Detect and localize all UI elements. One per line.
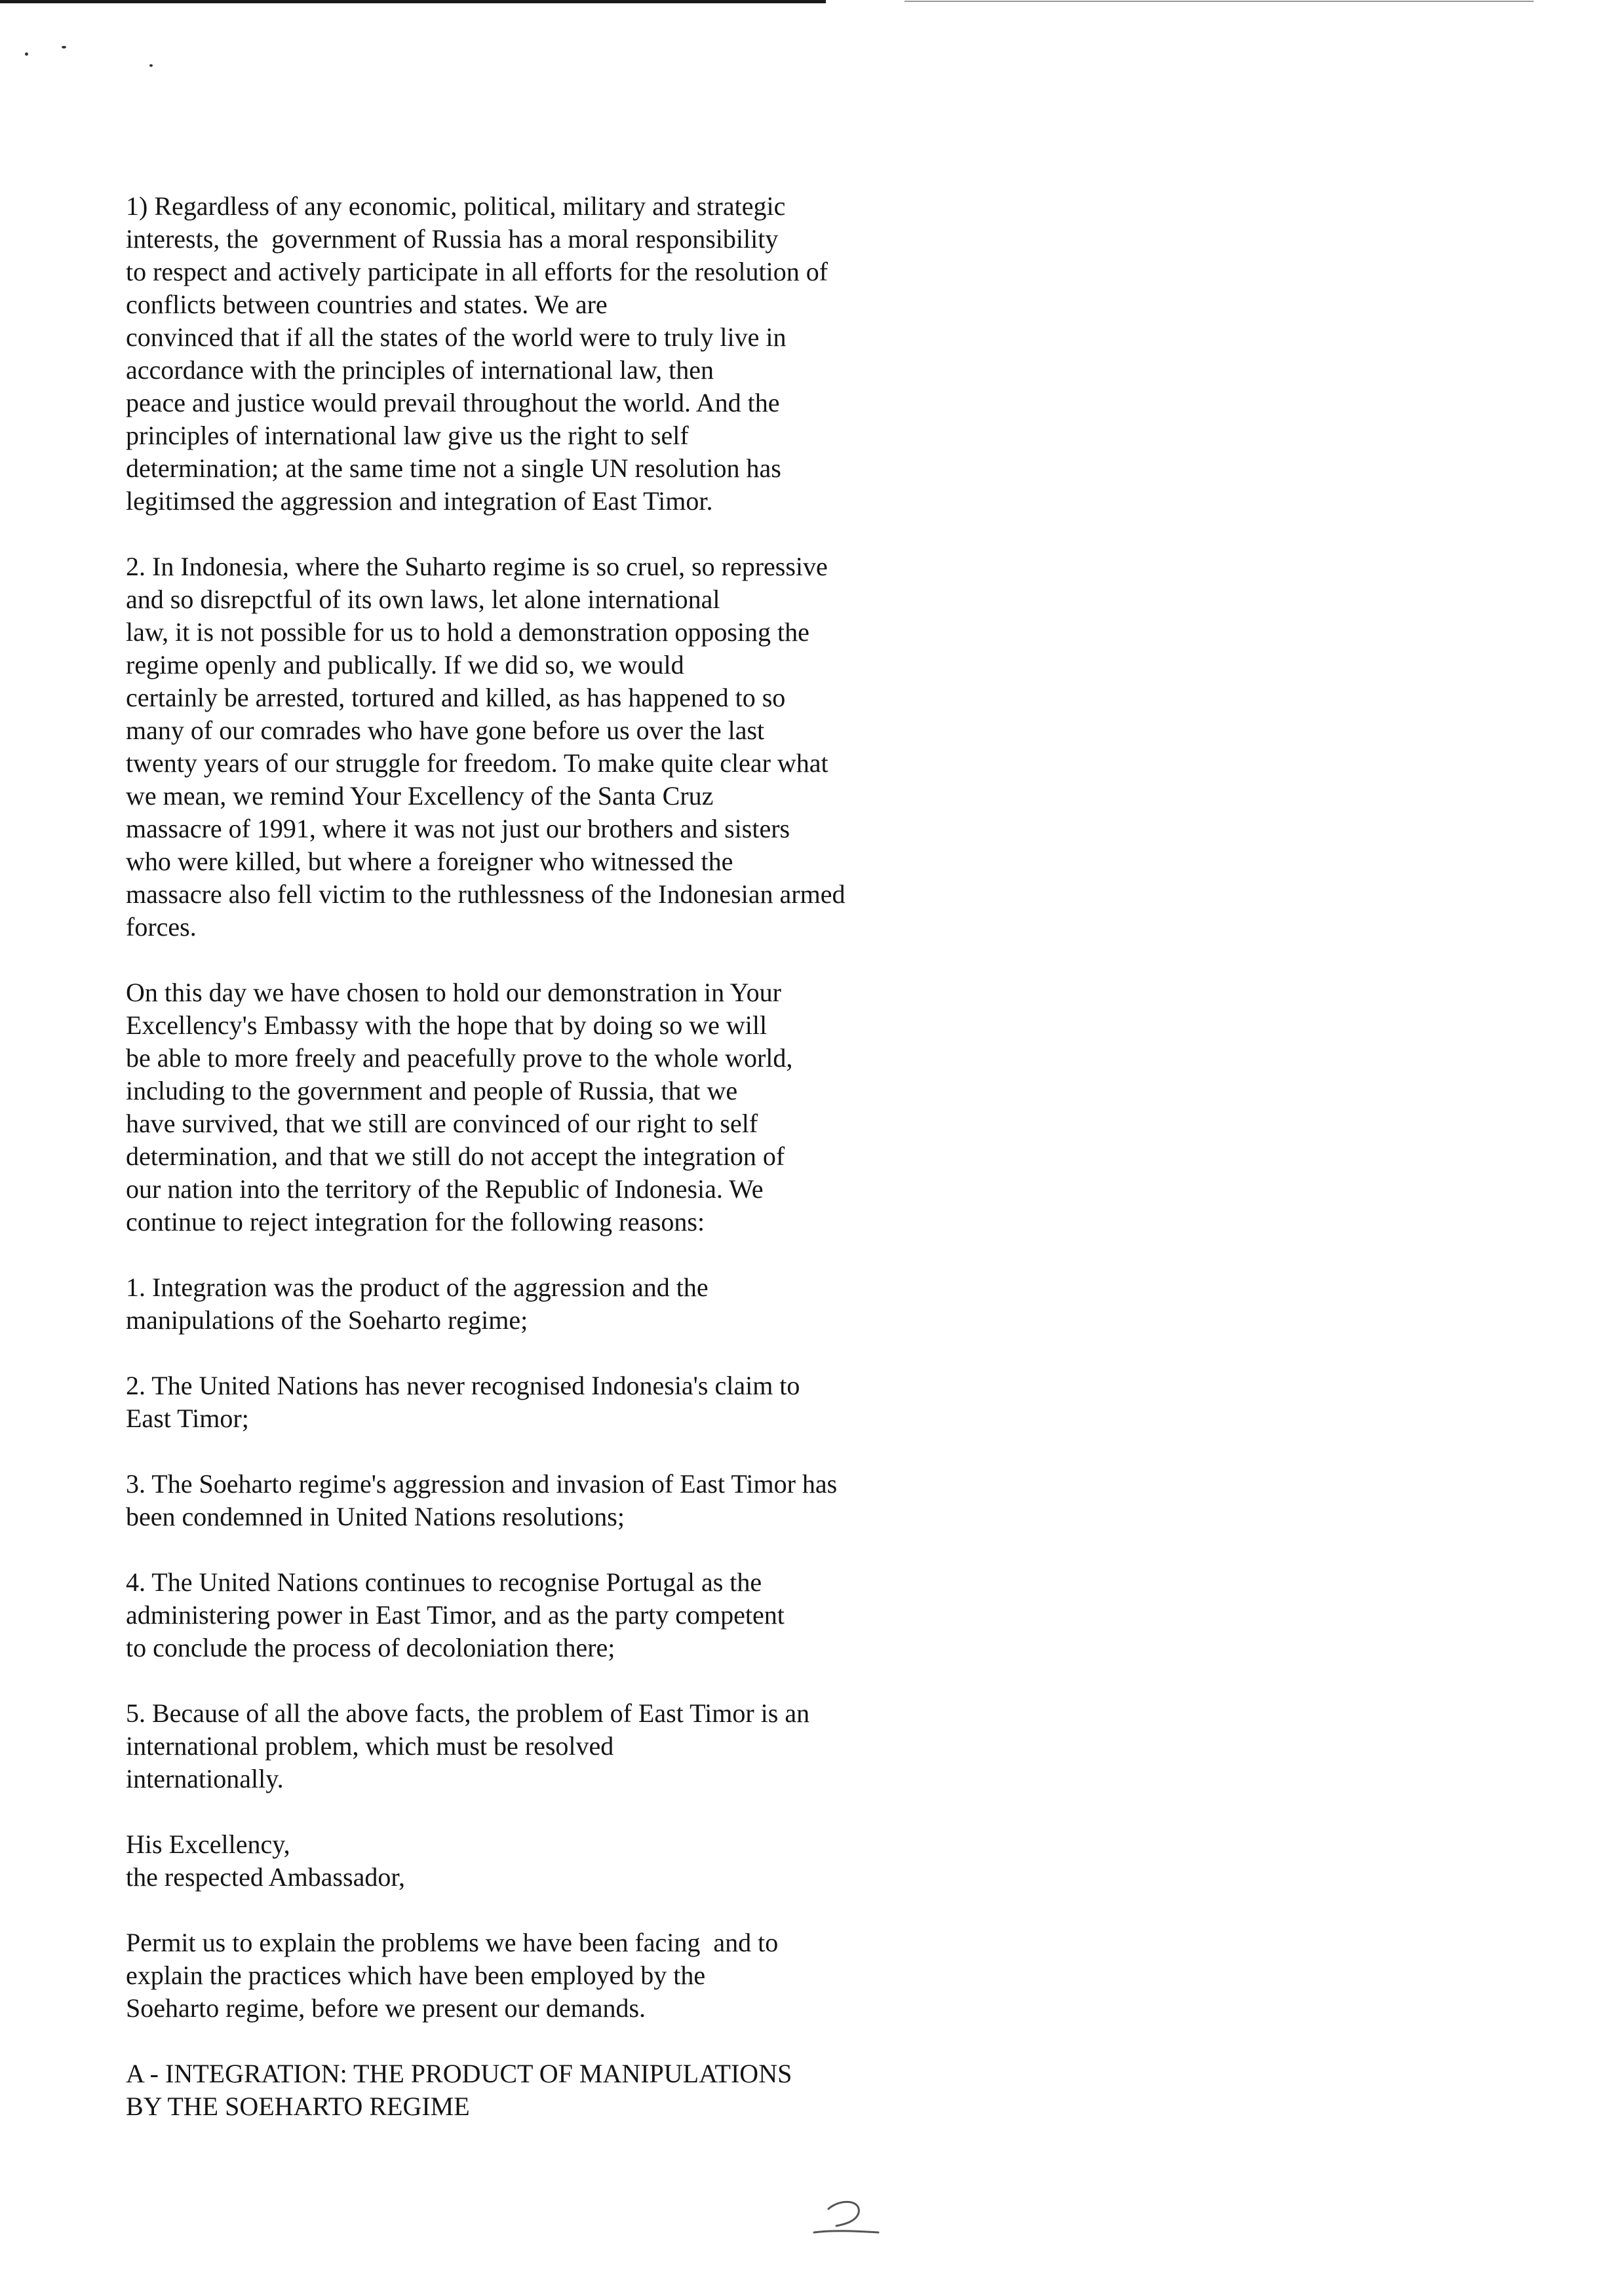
text-line: legitimsed the aggression and integration of East Timor.	[126, 486, 713, 516]
text-line: to conclude the process of decoloniation there;	[126, 1633, 615, 1662]
paragraph-reason-1	[126, 1271, 939, 1337]
scan-speck	[62, 46, 66, 48]
salutation	[126, 1828, 939, 1894]
paragraph-point-2	[126, 550, 939, 944]
text-line: the respected Ambassador,	[126, 1862, 406, 1892]
text-line: 4. The United Nations continues to recognise Portugal as the	[126, 1567, 762, 1597]
text-line: twenty years of our struggle for freedom. To make quite clear what	[126, 748, 828, 778]
handwritten-page-number-mark	[806, 2192, 891, 2244]
text-line: Excellency's Embassy with the hope that by doing so we will	[126, 1010, 768, 1040]
text-line: internationally.	[126, 1764, 284, 1793]
text-line: forces.	[126, 912, 197, 942]
paragraph-demonstration	[126, 976, 939, 1238]
text-line: 5. Because of all the above facts, the problem of East Timor is an	[126, 1698, 810, 1728]
paragraph-reason-3	[126, 1468, 939, 1533]
text-line: been condemned in United Nations resolutions;	[126, 1502, 625, 1531]
text-line: to respect and actively participate in all efforts for the resolution of	[126, 257, 828, 286]
text-line: determination, and that we still do not accept the integration of	[126, 1141, 785, 1171]
text-line: conflicts between countries and states. We are	[126, 290, 608, 319]
section-heading-a	[126, 2057, 939, 2123]
text-line: international problem, which must be resolved	[126, 1731, 614, 1761]
text-line: our nation into the territory of the Republic of Indonesia. We	[126, 1174, 764, 1204]
text-line: explain the practices which have been employed by the	[126, 1961, 706, 1990]
text-line: 2. The United Nations has never recognised Indonesia's claim to	[126, 1371, 800, 1400]
scan-top-edge-line	[0, 0, 826, 3]
paragraph-reason-5	[126, 1697, 939, 1795]
scan-top-edge-line-faint	[905, 1, 1534, 2]
text-line: have survived, that we still are convinced of our right to self	[126, 1109, 758, 1138]
paragraph-reason-4	[126, 1566, 939, 1664]
text-line: massacre of 1991, where it was not just our brothers and sisters	[126, 814, 790, 843]
text-line: East Timor;	[126, 1404, 249, 1433]
paragraph-reason-2	[126, 1369, 939, 1435]
text-line: determination; at the same time not a single UN resolution has	[126, 453, 781, 483]
text-line: Permit us to explain the problems we have been facing and to	[126, 1928, 779, 1957]
text-line: convinced that if all the states of the world were to truly live in	[126, 322, 787, 352]
text-line: accordance with the principles of international law, then	[126, 355, 714, 385]
text-line: be able to more freely and peacefully prove to the whole world,	[126, 1043, 793, 1073]
text-line: certainly be arrested, tortured and killed, as has happened to so	[126, 683, 786, 712]
text-line: massacre also fell victim to the ruthlessness of the Indonesian armed	[126, 879, 846, 909]
text-line: interests, the government of Russia has a moral responsibility	[126, 224, 779, 254]
text-line: continue to reject integration for the following reasons:	[126, 1207, 705, 1236]
text-line: 1. Integration was the product of the aggression and the	[126, 1272, 709, 1302]
text-line: law, it is not possible for us to hold a demonstration opposing the	[126, 617, 809, 647]
scan-speck	[149, 64, 153, 67]
text-line: BY THE SOEHARTO REGIME	[126, 2092, 470, 2121]
text-line: peace and justice would prevail throughout the world. And the	[126, 388, 780, 417]
text-line: who were killed, but where a foreigner who witnessed the	[126, 847, 733, 876]
text-line: His Excellency,	[126, 1829, 290, 1859]
text-line: principles of international law give us the right to self	[126, 421, 689, 450]
text-line: administering power in East Timor, and as the party competent	[126, 1600, 785, 1630]
scan-speck	[25, 52, 28, 56]
text-line: Soeharto regime, before we present our demands.	[126, 1993, 646, 2023]
text-line: A - INTEGRATION: THE PRODUCT OF MANIPULATIONS	[126, 2059, 792, 2088]
text-line: many of our comrades who have gone before us over the last	[126, 716, 765, 745]
text-line: 2. In Indonesia, where the Suharto regime is so cruel, so repressive	[126, 552, 828, 581]
text-line: On this day we have chosen to hold our demonstration in Your	[126, 978, 781, 1007]
paragraph-point-1	[126, 190, 939, 518]
text-line: we mean, we remind Your Excellency of the Santa Cruz	[126, 781, 714, 811]
text-line: manipulations of the Soeharto regime;	[126, 1305, 528, 1335]
paragraph-permit	[126, 1926, 939, 2025]
text-line: and so disrepctful of its own laws, let alone international	[126, 584, 720, 614]
text-line: regime openly and publically. If we did so, we would	[126, 650, 684, 679]
text-line: 3. The Soeharto regime's aggression and invasion of East Timor has	[126, 1469, 838, 1499]
text-line: 1) Regardless of any economic, political, military and strategic	[126, 191, 786, 221]
text-line: including to the government and people of Russia, that we	[126, 1076, 738, 1105]
